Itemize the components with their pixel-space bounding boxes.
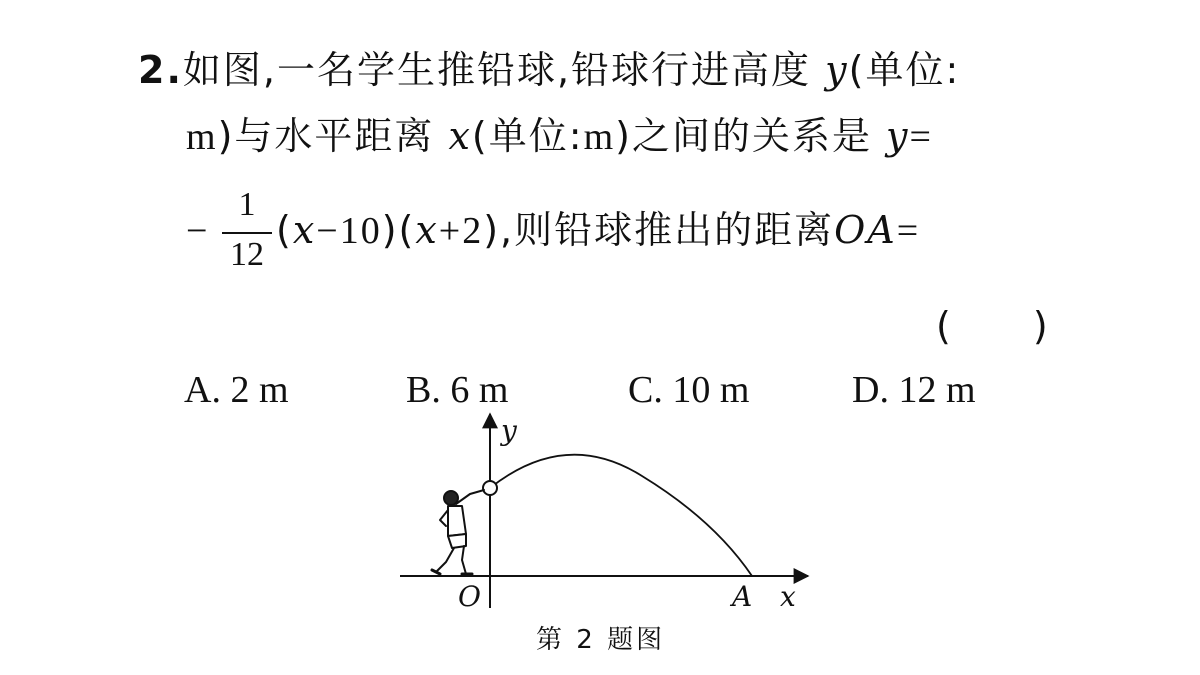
question-text-2a: )与水平距离 (217, 114, 435, 158)
variable-oa: OA (834, 208, 897, 252)
paren-open: ( (276, 208, 293, 252)
shot-ball-icon (483, 481, 497, 495)
fraction-numerator: 1 (238, 186, 256, 223)
variable-x-1: x (292, 208, 317, 252)
minus-sign: − (186, 210, 210, 252)
question-line-1 (138, 46, 960, 94)
variable-y: y (825, 48, 849, 92)
unit-m-2: m (583, 116, 616, 158)
axis-x-label: x (780, 580, 796, 613)
paren-mid: )( (381, 208, 416, 252)
variable-y-2: y (886, 114, 910, 158)
question-line-3-minus (186, 206, 209, 255)
student-icon (432, 490, 484, 574)
axis-y-label: y (501, 414, 517, 447)
question-line-3 (276, 206, 920, 255)
variable-x-2: x (415, 208, 439, 252)
point-a-label: A (732, 580, 753, 613)
option-a[interactable]: A. 2 m (184, 369, 289, 411)
unit-m: m (186, 116, 218, 158)
question-text-2b: (单位: (471, 114, 584, 158)
answer-bracket[interactable]: ( ) (936, 304, 1050, 348)
equals-sign: = (909, 116, 933, 158)
trajectory-curve (490, 455, 752, 576)
expression-minus-10: −10 (316, 210, 382, 252)
fraction-bar (222, 232, 272, 234)
question-number: 2. (138, 48, 183, 92)
question-text-1a: 如图,一名学生推铅球,铅球行进高度 (182, 48, 812, 92)
question-text-2c: )之间的关系是 (615, 114, 872, 158)
fraction-denominator: 12 (230, 236, 264, 273)
figure-caption: 第 2 题图 (536, 625, 666, 655)
option-d[interactable]: D. 12 m (852, 369, 976, 411)
option-c[interactable]: C. 10 m (628, 369, 750, 411)
option-b[interactable]: B. 6 m (406, 369, 509, 411)
variable-x: x (448, 114, 472, 158)
expression-plus-2: +2 (438, 210, 484, 252)
equals-sign-2: = (896, 210, 921, 252)
question-text-3a: ),则铅球推出的距离 (483, 208, 835, 252)
question-text-1b: (单位: (848, 48, 961, 92)
question-line-2 (186, 112, 933, 161)
fraction-one-twelfth (222, 186, 272, 278)
origin-label: O (458, 580, 481, 613)
